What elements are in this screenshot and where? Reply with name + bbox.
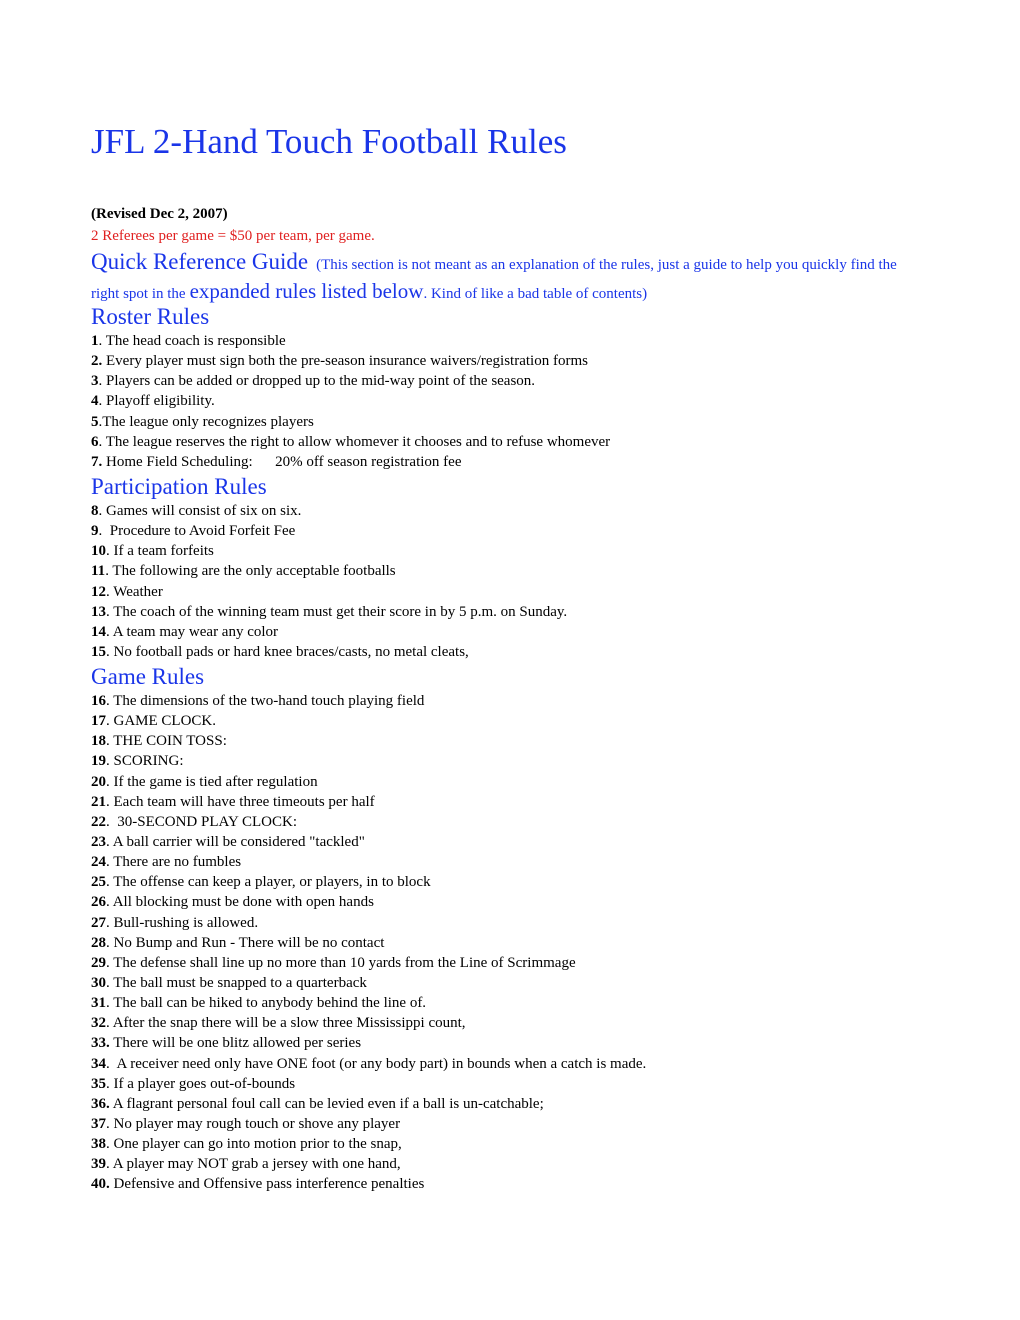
- rule-number: 20: [91, 773, 106, 790]
- rule-text: Playoff eligibility.: [106, 393, 215, 410]
- rule-text: If the game is tied after regulation: [113, 773, 318, 790]
- rule-item: [91, 852, 646, 872]
- rule-item: [91, 452, 610, 472]
- rule-separator: .: [106, 854, 114, 871]
- rule-number: 14: [91, 623, 106, 640]
- game-rules-list: [91, 691, 646, 1195]
- rule-text: The defense shall line up no more than 10 yards from the Line of Scrimmage: [113, 954, 576, 971]
- rule-text: If a team forfeits: [113, 543, 214, 560]
- rule-item: [91, 832, 646, 852]
- rule-item: [91, 412, 610, 432]
- rule-item: [91, 973, 646, 993]
- rule-separator: .: [106, 583, 114, 600]
- rule-item: [91, 872, 646, 892]
- rule-separator: .: [106, 1015, 113, 1032]
- rule-item: [91, 993, 646, 1013]
- rule-number: 2.: [91, 353, 103, 370]
- rule-number: 15: [91, 643, 106, 660]
- rule-text: Every player must sign both the pre-season insurance waivers/registration forms: [106, 353, 588, 370]
- rule-text: There will be one blitz allowed per series: [113, 1035, 362, 1052]
- rule-separator: .: [106, 603, 114, 620]
- rule-separator: .: [106, 543, 114, 560]
- rule-separator: .: [106, 713, 114, 730]
- page-title: JFL 2-Hand Touch Football Rules: [91, 122, 567, 161]
- rule-item: [91, 1054, 646, 1074]
- rule-separator: .: [98, 393, 106, 410]
- rule-item: [91, 1074, 646, 1094]
- roster-rules-heading: Roster Rules: [91, 304, 210, 329]
- rule-separator: .: [98, 413, 103, 430]
- rule-text: No Bump and Run - There will be no contact: [113, 934, 385, 951]
- participation-rules-section: [91, 473, 567, 662]
- rule-text: The coach of the winning team must get their score in by 5 p.m. on Sunday.: [113, 603, 568, 620]
- rule-number: 28: [91, 934, 106, 951]
- rule-number: 3: [91, 373, 99, 390]
- rule-separator: .: [106, 974, 114, 991]
- rule-number: 23: [91, 833, 106, 850]
- rule-item: [91, 602, 567, 622]
- rule-text: A receiver need only have ONE foot (or any body part) in bounds when a catch is made.: [116, 1055, 647, 1072]
- rule-number: 5: [91, 413, 99, 430]
- rule-text: The head coach is responsible: [105, 333, 286, 349]
- rule-separator: .: [106, 793, 114, 810]
- rule-text: The ball can be hiked to anybody behind the line of.: [113, 995, 427, 1012]
- rule-separator: .: [98, 503, 106, 519]
- rule-number: 27: [91, 914, 106, 931]
- rule-number: 8: [91, 503, 99, 519]
- rule-text: SCORING:: [113, 753, 184, 770]
- rule-separator: .: [106, 833, 113, 850]
- rule-separator: .: [106, 643, 114, 660]
- rule-separator: .: [106, 623, 113, 640]
- rule-item: [91, 711, 646, 731]
- rule-number: 18: [91, 733, 106, 750]
- quick-reference-intro: [91, 249, 921, 308]
- rule-number: 39: [91, 1156, 106, 1173]
- rule-separator: .: [106, 733, 114, 750]
- rule-text: The offense can keep a player, or players, in to block: [113, 874, 431, 891]
- rule-number: 40.: [91, 1176, 110, 1193]
- rule-number: 37: [91, 1115, 106, 1132]
- rule-item: [91, 751, 646, 771]
- rule-item: [91, 892, 646, 912]
- rule-item: [91, 933, 646, 953]
- rule-text: No player may rough touch or shove any player: [113, 1115, 401, 1132]
- rule-number: 38: [91, 1136, 106, 1153]
- rule-item: [91, 541, 567, 561]
- rule-text: The league only recognizes players: [102, 413, 314, 430]
- rule-item: [91, 1013, 646, 1033]
- referees-fee-note: 2 Referees per game = $50 per team, per game.: [91, 228, 375, 244]
- revised-date: (Revised Dec 2, 2007): [91, 206, 228, 222]
- rule-number: 25: [91, 874, 106, 891]
- rule-text: No football pads or hard knee braces/casts, no metal cleats,: [113, 643, 469, 660]
- rule-separator: .: [98, 333, 106, 349]
- game-rules-heading: Game Rules: [91, 664, 205, 689]
- rule-separator: .: [106, 1156, 113, 1173]
- participation-rules-heading: Participation Rules: [91, 474, 267, 499]
- rule-number: 30: [91, 974, 106, 991]
- quick-reference-note-end: . Kind of like a bad table of contents): [423, 286, 648, 302]
- rule-number: 6: [91, 433, 99, 450]
- rule-separator: .: [106, 914, 114, 931]
- rule-number: 1: [91, 333, 99, 349]
- rule-separator: .: [106, 1075, 114, 1092]
- rule-text: THE COIN TOSS:: [113, 733, 227, 750]
- rule-item: [91, 1114, 646, 1134]
- rule-number: 17: [91, 713, 106, 730]
- rule-separator: .: [98, 433, 106, 450]
- rule-number: 31: [91, 995, 106, 1012]
- rule-text: Defensive and Offensive pass interference penalties: [113, 1176, 425, 1193]
- rule-number: 21: [91, 793, 106, 810]
- rule-separator: .: [106, 1115, 114, 1132]
- rule-item: [91, 1094, 646, 1114]
- rule-item: [91, 913, 646, 933]
- rule-text: A player may NOT grab a jersey with one hand,: [112, 1156, 401, 1173]
- rule-text: Procedure to Avoid Forfeit Fee: [109, 523, 296, 540]
- rule-number: 34: [91, 1055, 106, 1072]
- rule-number: 35: [91, 1075, 106, 1092]
- rule-text: Bull-rushing is allowed.: [113, 914, 259, 931]
- rule-number: 19: [91, 753, 106, 770]
- rule-number: 9: [91, 523, 99, 540]
- rule-item: [91, 432, 610, 452]
- rule-separator: .: [106, 954, 114, 971]
- rule-item: [91, 1134, 646, 1154]
- rule-number: 12: [91, 583, 106, 600]
- rule-separator: .: [106, 753, 114, 770]
- rule-item: [91, 351, 610, 371]
- rule-number: 29: [91, 954, 106, 971]
- rule-text: After the snap there will be a slow three Mississippi count,: [112, 1015, 466, 1032]
- rule-item: [91, 953, 646, 973]
- rule-separator: .: [106, 1136, 114, 1153]
- rule-text: The following are the only acceptable footballs: [112, 563, 396, 580]
- rule-number: 16: [91, 693, 106, 709]
- rule-item: [91, 1033, 646, 1053]
- rule-number: 10: [91, 543, 106, 560]
- rule-text: Each team will have three timeouts per half: [113, 793, 375, 810]
- rule-number: 7.: [91, 453, 103, 470]
- rule-number: 24: [91, 854, 106, 871]
- rule-item: [91, 1174, 646, 1194]
- rule-number: 22: [91, 813, 106, 830]
- rule-item: [91, 391, 610, 411]
- rule-text: The league reserves the right to allow whomever it chooses and to refuse whomever: [105, 433, 611, 450]
- rule-item: [91, 792, 646, 812]
- rule-separator: .: [106, 934, 114, 951]
- rule-item: [91, 331, 610, 351]
- rule-item: [91, 772, 646, 792]
- rule-text: A ball carrier will be considered "tackled": [112, 833, 365, 850]
- participation-rules-list: [91, 501, 567, 662]
- rule-number: 4: [91, 393, 99, 410]
- rule-text: The ball must be snapped to a quarterback: [113, 974, 367, 991]
- rule-item: [91, 501, 567, 521]
- rule-item: [91, 691, 646, 711]
- rule-text: If a player goes out-of-bounds: [113, 1075, 296, 1092]
- rule-item: [91, 1154, 646, 1174]
- rule-item: [91, 561, 567, 581]
- rule-item: [91, 812, 646, 832]
- rule-item: [91, 521, 567, 541]
- rule-text: The dimensions of the two-hand touch playing field: [113, 693, 425, 709]
- rule-text: There are no fumbles: [113, 854, 242, 871]
- rule-number: 33.: [91, 1035, 110, 1052]
- rule-text: Players can be added or dropped up to the mid-way point of the season.: [106, 373, 536, 390]
- rule-separator: .: [106, 813, 118, 830]
- rule-item: [91, 731, 646, 751]
- roster-rules-section: [91, 303, 610, 472]
- rule-item: [91, 371, 610, 391]
- quick-reference-heading: Quick Reference Guide: [91, 249, 309, 274]
- quick-reference-note: (This section is not meant as an explanation of the rules, just a guide to help you quickly find the right spot in the: [91, 257, 897, 302]
- rule-item: [91, 582, 567, 602]
- rule-separator: .: [98, 523, 110, 540]
- roster-rules-list: [91, 331, 610, 472]
- rule-text: Games will consist of six on six.: [106, 503, 302, 519]
- rule-number: 26: [91, 894, 106, 911]
- rule-text: A flagrant personal foul call can be levied even if a ball is un-catchable;: [112, 1095, 544, 1112]
- rule-item: [91, 642, 567, 662]
- rule-number: 32: [91, 1015, 106, 1032]
- rule-text: Weather: [113, 583, 163, 600]
- rule-text: A team may wear any color: [112, 623, 279, 640]
- rule-text: All blocking must be done with open hands: [112, 894, 374, 911]
- rule-separator: .: [106, 995, 114, 1012]
- rule-separator: .: [106, 1055, 117, 1072]
- rule-item: [91, 622, 567, 642]
- rule-separator: .: [106, 693, 114, 709]
- rule-number: 36.: [91, 1095, 110, 1112]
- rule-separator: .: [98, 373, 106, 390]
- rule-separator: .: [106, 874, 114, 891]
- rule-text: Home Field Scheduling: 20% off season registration fee: [106, 453, 462, 470]
- rule-separator: .: [106, 773, 114, 790]
- rule-text: GAME CLOCK.: [113, 713, 217, 730]
- rule-number: 11: [91, 563, 106, 580]
- rule-text: One player can go into motion prior to the snap,: [113, 1136, 402, 1153]
- rule-separator: .: [106, 894, 113, 911]
- rule-number: 13: [91, 603, 106, 620]
- rule-text: 30-SECOND PLAY CLOCK:: [117, 813, 297, 830]
- game-rules-section: [91, 663, 646, 1195]
- rule-separator: .: [105, 563, 113, 580]
- expanded-rules-phrase: expanded rules listed below: [189, 279, 424, 303]
